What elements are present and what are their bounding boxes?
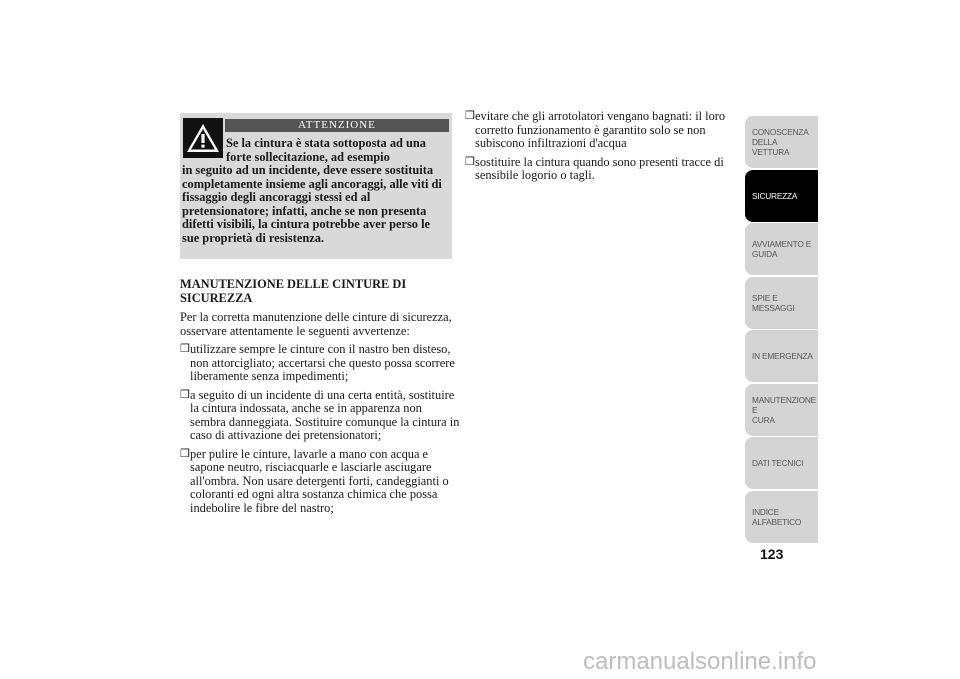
warning-text bbox=[182, 137, 450, 245]
tab-spie-e-messaggi[interactable]: SPIE E MESSAGGI bbox=[745, 277, 818, 329]
warning-body: in seguito ad un incidente, deve essere sostituita completamente insieme agli ancoraggi, alle viti di fissaggio degli ancoraggi stessi ed al pretensionatore; infatti, anche se non presenta difetti visibili, la cintura potrebbe aver perso le sue proprietà di resistenza. bbox=[182, 163, 442, 245]
tab-dati-tecnici[interactable]: DATI TECNICI bbox=[745, 437, 818, 489]
checkbox-bullet-icon: ❒ bbox=[180, 388, 190, 401]
warning-lead: Se la cintura è stata sottoposta ad una forte sollecitazione, ad esempio bbox=[226, 136, 426, 164]
bullet-list-right bbox=[465, 110, 735, 183]
tab-avviamento-e-guida[interactable]: AVVIAMENTO E GUIDA bbox=[745, 223, 818, 275]
list-item: ❒ a seguito di un incidente di una certa entità, sostituire la cintura indossata, anche se in apparenza non sembra danneggiata. Sostituire comunque la cintura in caso di attivazione dei pretensionatori; bbox=[180, 387, 460, 442]
watermark: carmanualsonline.info bbox=[583, 648, 817, 675]
left-column bbox=[180, 278, 460, 520]
section-intro: Per la corretta manutenzione delle cinture di sicurezza, osservare attentamente le seguenti avvertenze: bbox=[180, 310, 452, 338]
section-title: MANUTENZIONE DELLE CINTURE DI SICUREZZA bbox=[180, 277, 407, 305]
checkbox-bullet-icon: ❒ bbox=[180, 447, 190, 460]
warning-header: ATTENZIONE bbox=[225, 119, 449, 132]
tab-conoscenza-della-vettura[interactable]: CONOSCENZA DELLA VETTURA bbox=[745, 116, 818, 168]
tab-manutenzione-e-cura[interactable]: MANUTENZIONE E CURA bbox=[745, 384, 818, 436]
warning-box bbox=[180, 113, 452, 259]
tab-in-emergenza[interactable]: IN EMERGENZA bbox=[745, 330, 818, 382]
checkbox-bullet-icon: ❒ bbox=[465, 110, 475, 122]
tab-sicurezza[interactable]: SICUREZZA bbox=[745, 170, 818, 222]
list-item: ❒ per pulire le cinture, lavarle a mano con acqua e sapone neutro, risciacquarle e lasciarle asciugare all'ombra. Non usare detergenti forti, candeggianti o coloranti ed ogni altra sostanza chimica che possa indebolire le fibre del nastro; bbox=[180, 446, 449, 515]
list-item: ❒ evitare che gli arrotolatori vengano bagnati: il loro corretto funzionamento è garantito solo se non subiscono infiltrazioni d'acqua bbox=[465, 109, 726, 150]
page-number: 123 bbox=[760, 546, 784, 562]
tab-indice-alfabetico[interactable]: INDICE ALFABETICO bbox=[745, 491, 818, 543]
bullet-list-left bbox=[180, 343, 460, 515]
right-column bbox=[465, 110, 735, 188]
checkbox-bullet-icon: ❒ bbox=[180, 343, 190, 355]
list-item: ❒ sostituire la cintura quando sono presenti tracce di sensibile logorio o tagli. bbox=[465, 154, 724, 182]
checkbox-bullet-icon: ❒ bbox=[465, 155, 475, 168]
chapter-sidebar bbox=[745, 116, 818, 544]
list-item: ❒ utilizzare sempre le cinture con il nastro ben disteso, non attorcigliato; accertarsi che questo possa scorrere liberamente senza impedimenti; bbox=[180, 342, 455, 383]
